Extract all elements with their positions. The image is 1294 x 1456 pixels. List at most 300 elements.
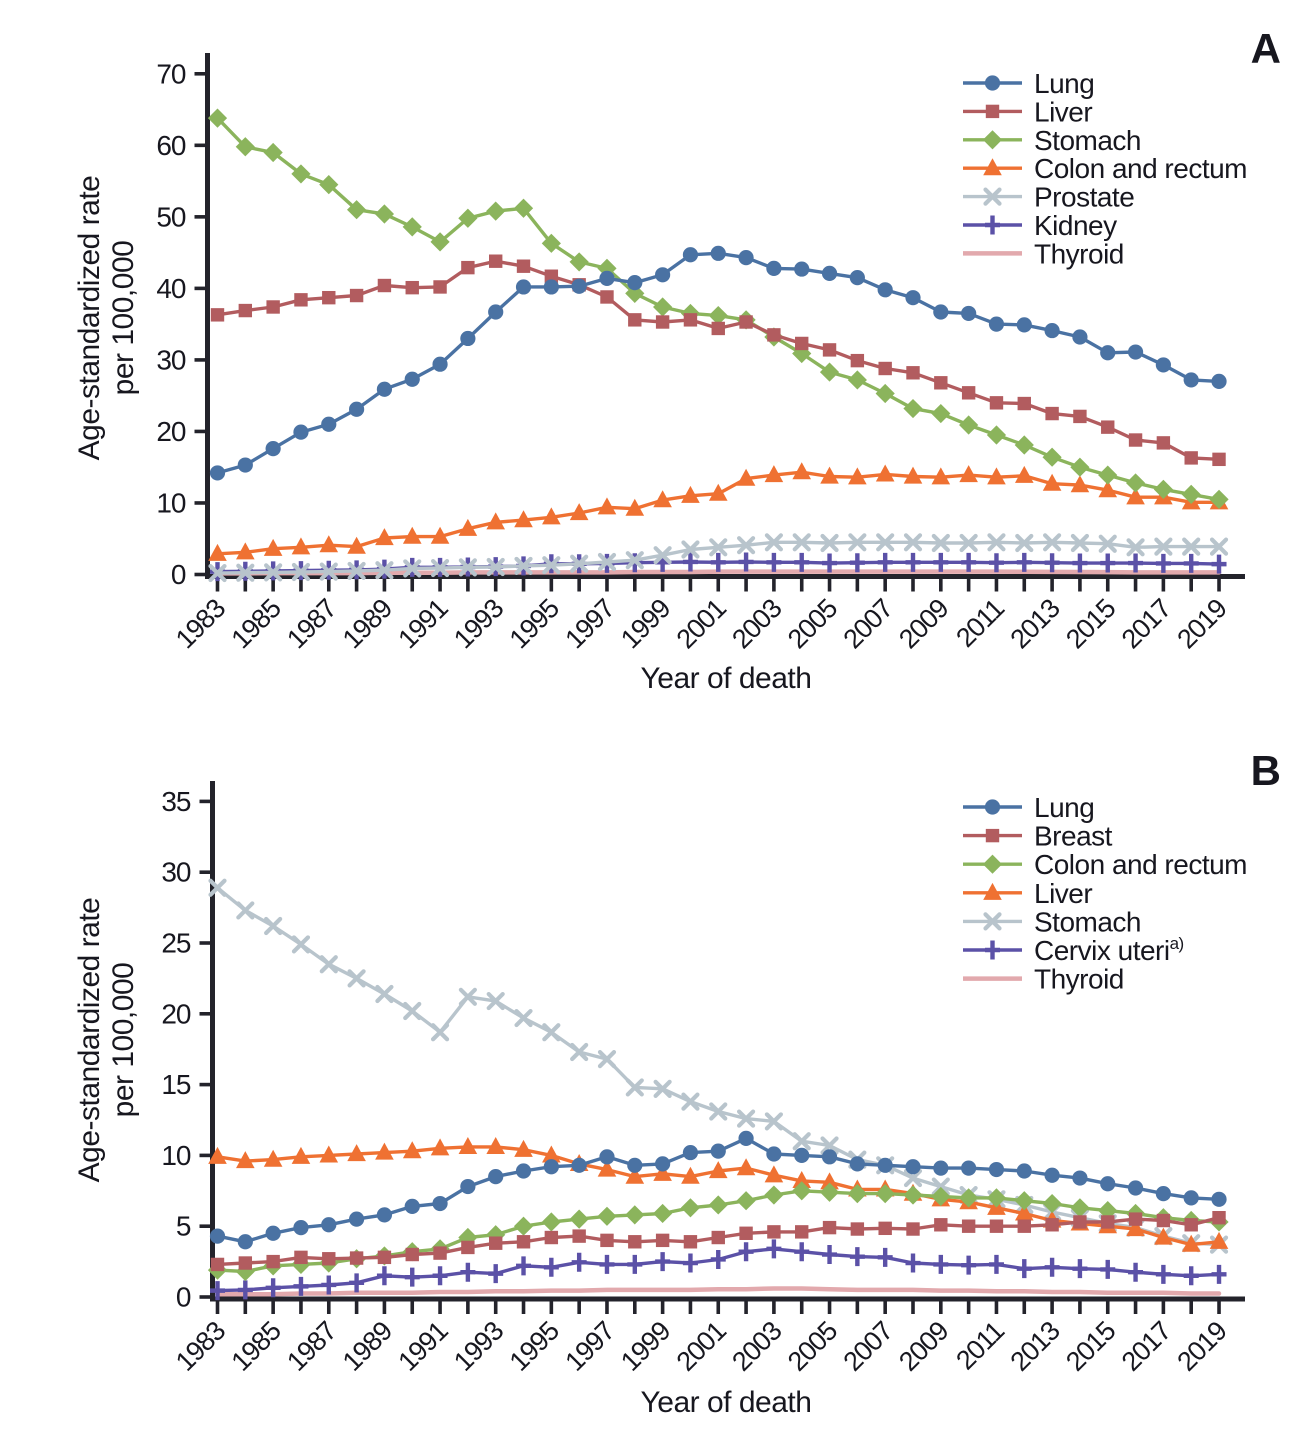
data-point-breast-b <box>990 1220 1003 1233</box>
data-point-colon-and-rectum-a <box>959 465 978 482</box>
data-point-breast-b <box>1101 1215 1114 1228</box>
legend-item-stomach <box>963 125 1141 156</box>
data-point-liver-a <box>906 366 919 379</box>
legend-label-lung: Lung <box>1034 68 1095 99</box>
data-point-colon-and-rectum-b <box>681 1198 700 1217</box>
data-point-kidney-a <box>1017 553 1032 572</box>
legend-item-liver <box>963 96 1092 127</box>
data-point-lung-b <box>432 1196 447 1211</box>
x-tick-label: 1985 <box>225 593 287 655</box>
legend-item-stomach <box>963 906 1141 937</box>
data-point-cervix-uteri-b <box>460 1263 475 1282</box>
x-tick-label: 1993 <box>448 1316 509 1377</box>
data-point-lung-b <box>293 1220 308 1235</box>
x-tick-label: 1999 <box>614 1316 676 1377</box>
x-tick-label: 1983 <box>169 1316 231 1377</box>
series-line-thyroid-b <box>218 1289 1220 1295</box>
y-tick-label: 25 <box>161 927 191 959</box>
data-point-lung-a <box>1184 372 1199 387</box>
panel-letter-b: B <box>1250 747 1281 794</box>
data-point-breast-b <box>294 1251 307 1264</box>
data-point-liver-a <box>600 290 613 303</box>
legend-item-colon-and-rectum <box>963 849 1247 880</box>
data-point-cervix-uteri-b <box>433 1266 448 1285</box>
data-point-liver-b <box>737 1158 756 1175</box>
data-point-cervix-uteri-b <box>878 1248 893 1267</box>
data-point-lung-a <box>210 465 225 480</box>
y-tick-label: 5 <box>175 1210 191 1242</box>
data-point-lung-a <box>1045 323 1060 338</box>
data-point-kidney-a <box>739 552 754 571</box>
data-point-lung-a <box>432 357 447 372</box>
data-point-lung-a <box>377 382 392 397</box>
data-point-lung-a <box>266 441 281 456</box>
legend-label-colon-and-rectum: Colon and rectum <box>1034 153 1248 185</box>
series-line-lung-a <box>218 253 1220 473</box>
data-point-colon-and-rectum-a <box>1015 466 1034 483</box>
data-point-lung-b <box>321 1217 336 1232</box>
panel-letter-a: A <box>1250 25 1281 72</box>
data-point-liver-a <box>211 308 224 321</box>
x-tick-label: 2013 <box>1004 1316 1066 1377</box>
data-point-cervix-uteri-b <box>933 1255 948 1274</box>
data-point-cervix-uteri-b <box>1212 1265 1227 1284</box>
data-point-lung-b <box>349 1212 364 1227</box>
x-tick-label: 1989 <box>336 1316 398 1377</box>
data-point-cervix-uteri-b <box>766 1239 781 1258</box>
data-point-colon-and-rectum-b <box>625 1205 644 1224</box>
data-point-lung-a <box>905 290 920 305</box>
data-point-breast-b <box>934 1218 947 1231</box>
data-point-kidney-a <box>766 553 781 572</box>
data-point-colon-and-rectum-a <box>319 535 338 552</box>
legend-item-lung <box>963 792 1094 823</box>
data-point-lung-a <box>1017 317 1032 332</box>
panel-a <box>73 25 1281 695</box>
data-point-stomach-b <box>238 903 252 917</box>
data-point-breast-b <box>1045 1218 1058 1231</box>
legend-label-thyroid: Thyroid <box>1034 238 1124 270</box>
data-point-liver-a <box>878 362 891 375</box>
data-point-liver-a <box>712 322 725 335</box>
data-point-lung-a <box>794 261 809 276</box>
data-point-lung-b <box>1100 1176 1115 1191</box>
data-point-breast-b <box>906 1222 919 1235</box>
data-point-stomach-a <box>931 404 950 423</box>
data-point-liver-a <box>1185 451 1198 464</box>
data-point-kidney-a <box>878 553 893 572</box>
data-point-lung-b <box>794 1148 809 1163</box>
data-point-cervix-uteri-b <box>1184 1266 1199 1285</box>
x-tick-label: 1987 <box>281 593 343 655</box>
data-point-stomach-a <box>1098 465 1117 484</box>
data-point-breast-b <box>739 1227 752 1240</box>
data-point-breast-b <box>545 1231 558 1244</box>
data-point-breast-b <box>489 1236 502 1249</box>
data-point-kidney-a <box>933 553 948 572</box>
data-point-lung-b <box>878 1158 893 1173</box>
data-point-breast-b <box>433 1246 446 1259</box>
legend-item-breast <box>963 821 1113 852</box>
data-point-lung-b <box>1211 1192 1226 1207</box>
y-tick-label: 15 <box>161 1069 191 1101</box>
data-point-lung-a <box>933 304 948 319</box>
legend-item-colon-and-rectum <box>963 153 1247 184</box>
data-point-cervix-uteri-b <box>961 1256 976 1275</box>
data-point-breast-b <box>962 1220 975 1233</box>
x-tick-label: 2007 <box>837 1316 899 1377</box>
data-point-lung-b <box>460 1179 475 1194</box>
data-point-lung-a <box>321 417 336 432</box>
data-point-lung-a <box>1100 345 1115 360</box>
data-point-colon-and-rectum-b <box>542 1212 561 1231</box>
x-tick-label: 2019 <box>1171 593 1233 655</box>
data-point-stomach-b <box>377 987 391 1001</box>
data-point-stomach-a <box>653 297 672 316</box>
panel-a-ylabel-line2: per 100,000 <box>107 240 140 396</box>
data-point-cervix-uteri-b <box>1072 1259 1087 1278</box>
x-tick-label: 2005 <box>781 593 843 655</box>
data-point-liver-a <box>1045 407 1058 420</box>
legend-label-liver: Liver <box>1034 877 1093 909</box>
data-point-colon-and-rectum-b <box>709 1195 728 1214</box>
data-point-colon-and-rectum-a <box>598 497 617 514</box>
data-point-cervix-uteri-b <box>627 1255 642 1274</box>
panel-b-legend <box>963 792 1247 995</box>
data-point-breast-b <box>266 1255 279 1268</box>
legend-marker-cervix-uteri-icon <box>985 941 1000 960</box>
data-point-breast-b <box>656 1234 669 1247</box>
data-point-breast-b <box>517 1235 530 1248</box>
data-point-cervix-uteri-b <box>655 1252 670 1271</box>
data-point-stomach-b <box>350 971 364 985</box>
legend-marker-liver-icon <box>986 105 999 118</box>
data-point-lung-a <box>488 304 503 319</box>
x-tick-label: 2003 <box>726 1316 788 1377</box>
y-tick-label: 0 <box>175 1281 191 1313</box>
data-point-stomach-a <box>375 204 394 223</box>
data-point-breast-b <box>378 1251 391 1264</box>
x-tick-label: 1991 <box>392 1316 454 1377</box>
series-lung-a <box>210 246 1227 481</box>
data-point-lung-b <box>266 1226 281 1241</box>
legend-marker-lung-icon <box>985 799 1000 814</box>
data-point-cervix-uteri-b <box>1045 1258 1060 1277</box>
data-point-lung-b <box>1128 1180 1143 1195</box>
data-point-liver-a <box>962 386 975 399</box>
data-point-breast-b <box>628 1235 641 1248</box>
data-point-colon-and-rectum-b <box>903 1185 922 1204</box>
data-point-stomach-a <box>570 252 589 271</box>
data-point-lung-a <box>1072 329 1087 344</box>
data-point-cervix-uteri-b <box>739 1242 754 1261</box>
data-point-cervix-uteri-b <box>488 1264 503 1283</box>
data-point-cervix-uteri-b <box>1128 1263 1143 1282</box>
data-point-liver-a <box>656 315 669 328</box>
data-point-liver-a <box>322 291 335 304</box>
legend-label-liver: Liver <box>1034 96 1093 128</box>
data-point-breast-b <box>572 1229 585 1242</box>
data-point-kidney-a <box>1045 553 1060 572</box>
data-point-liver-a <box>239 304 252 317</box>
data-point-liver-a <box>1212 453 1225 466</box>
x-tick-label: 1995 <box>503 1316 565 1377</box>
data-point-liver-a <box>433 280 446 293</box>
series-line-liver-a <box>218 261 1220 459</box>
data-point-kidney-a <box>906 553 921 572</box>
data-point-cervix-uteri-b <box>850 1247 865 1266</box>
data-point-stomach-b <box>517 1011 531 1025</box>
x-tick-label: 2009 <box>893 593 955 655</box>
panel-b-xlabel: Year of death <box>640 1386 812 1419</box>
x-tick-label: 1989 <box>336 593 398 655</box>
x-tick-label: 2015 <box>1060 593 1121 655</box>
legend-item-liver <box>963 878 1092 909</box>
data-point-stomach-a <box>959 415 978 434</box>
data-point-kidney-a <box>961 553 976 572</box>
legend-label-stomach: Stomach <box>1034 124 1141 156</box>
data-point-stomach-b <box>433 1025 447 1039</box>
data-point-stomach-a <box>1070 458 1089 477</box>
y-tick-label: 20 <box>161 998 191 1030</box>
data-point-lung-a <box>766 261 781 276</box>
series-markers-liver-a <box>211 254 1226 466</box>
data-point-lung-b <box>961 1161 976 1176</box>
data-point-cervix-uteri-b <box>1156 1265 1171 1284</box>
x-tick-label: 2005 <box>781 1316 843 1377</box>
data-point-liver-a <box>406 281 419 294</box>
data-point-lung-b <box>933 1161 948 1176</box>
legend-label-prostate: Prostate <box>1034 181 1135 213</box>
data-point-lung-b <box>572 1158 587 1173</box>
data-point-kidney-a <box>1128 554 1143 573</box>
data-point-lung-b <box>488 1169 503 1184</box>
data-point-cervix-uteri-b <box>989 1255 1004 1274</box>
data-point-kidney-a <box>711 553 726 572</box>
legend-item-prostate <box>963 182 1134 213</box>
data-point-lung-b <box>711 1144 726 1159</box>
data-point-cervix-uteri-b <box>906 1254 921 1273</box>
data-point-lung-b <box>544 1159 559 1174</box>
series-thyroid-b <box>218 1289 1220 1295</box>
x-tick-label: 2019 <box>1171 1316 1233 1377</box>
data-point-cervix-uteri-b <box>711 1250 726 1269</box>
data-point-lung-a <box>572 279 587 294</box>
x-tick-label: 1997 <box>559 593 621 655</box>
data-point-cervix-uteri-b <box>822 1245 837 1264</box>
data-point-colon-and-rectum-a <box>792 462 811 479</box>
data-point-stomach-a <box>848 370 867 389</box>
data-point-breast-b <box>823 1221 836 1234</box>
data-point-lung-a <box>1211 374 1226 389</box>
data-point-kidney-a <box>1184 554 1199 573</box>
data-point-cervix-uteri-b <box>349 1273 364 1292</box>
data-point-lung-a <box>627 275 642 290</box>
data-point-liver-a <box>489 254 502 267</box>
data-point-lung-a <box>738 250 753 265</box>
legend-item-cervix-uteri <box>963 934 1184 966</box>
data-point-stomach-b <box>322 957 336 971</box>
data-point-colon-and-rectum-b <box>764 1185 783 1204</box>
x-tick-label: 2011 <box>950 593 1010 653</box>
data-point-stomach-a <box>820 362 839 381</box>
data-point-liver-a <box>990 396 1003 409</box>
legend-label-colon-and-rectum: Colon and rectum <box>1034 849 1248 881</box>
data-point-lung-b <box>766 1146 781 1161</box>
data-point-lung-b <box>516 1163 531 1178</box>
data-point-lung-a <box>850 270 865 285</box>
data-point-liver-a <box>934 376 947 389</box>
data-point-lung-a <box>405 372 420 387</box>
x-tick-label: 2013 <box>1004 593 1066 655</box>
data-point-stomach-a <box>987 425 1006 444</box>
x-tick-label: 2001 <box>670 1316 732 1377</box>
data-point-lung-b <box>683 1145 698 1160</box>
data-point-lung-a <box>989 317 1004 332</box>
data-point-lung-b <box>238 1234 253 1249</box>
panel-b-ylabel-line2: per 100,000 <box>107 962 140 1118</box>
x-tick-label: 2017 <box>1115 1316 1177 1377</box>
data-point-colon-and-rectum-a <box>876 464 895 481</box>
data-point-lung-a <box>238 457 253 472</box>
panel-b <box>73 747 1281 1419</box>
data-point-lung-a <box>683 247 698 262</box>
panel-a-ylabel-line1: Age-standardized rate <box>73 175 106 461</box>
data-point-lung-b <box>627 1158 642 1173</box>
data-point-cervix-uteri-b <box>683 1254 698 1273</box>
data-point-lung-b <box>210 1229 225 1244</box>
data-point-lung-b <box>1184 1190 1199 1205</box>
data-point-lung-a <box>460 331 475 346</box>
x-tick-label: 1983 <box>169 593 231 655</box>
data-point-breast-b <box>350 1251 363 1264</box>
legend-label-kidney: Kidney <box>1034 210 1117 241</box>
y-tick-label: 35 <box>161 785 191 817</box>
y-tick-label: 10 <box>156 487 186 519</box>
data-point-cervix-uteri-b <box>794 1242 809 1261</box>
x-tick-label: 1995 <box>503 593 565 655</box>
y-tick-label: 50 <box>156 201 186 233</box>
data-point-stomach-a <box>403 217 422 236</box>
data-point-breast-b <box>795 1225 808 1238</box>
data-point-lung-b <box>1156 1186 1171 1201</box>
data-point-cervix-uteri-b <box>377 1266 392 1285</box>
data-point-colon-and-rectum-b <box>514 1217 533 1236</box>
data-point-liver-a <box>739 315 752 328</box>
legend-item-thyroid <box>963 964 1124 995</box>
data-point-lung-a <box>711 246 726 261</box>
data-point-stomach-b <box>294 937 308 951</box>
data-point-breast-b <box>239 1256 252 1269</box>
data-point-lung-b <box>738 1131 753 1146</box>
data-point-liver-a <box>378 279 391 292</box>
data-point-liver-a <box>767 328 780 341</box>
data-point-liver-a <box>1018 397 1031 410</box>
data-point-lung-a <box>1128 344 1143 359</box>
y-tick-label: 60 <box>156 129 186 161</box>
data-point-lung-b <box>822 1149 837 1164</box>
data-point-breast-b <box>600 1234 613 1247</box>
legend-label-breast: Breast <box>1034 820 1112 852</box>
data-point-lung-a <box>293 425 308 440</box>
data-point-lung-b <box>655 1156 670 1171</box>
data-point-lung-a <box>599 271 614 286</box>
data-point-kidney-a <box>1100 554 1115 573</box>
legend-label-cervix-uteri: Cervix uteri$^{a)}$ <box>1034 934 1184 966</box>
data-point-breast-b <box>1185 1218 1198 1231</box>
data-point-lung-a <box>349 402 364 417</box>
y-tick-label: 70 <box>156 58 186 90</box>
x-tick-label: 2009 <box>893 1316 955 1377</box>
x-tick-label: 1993 <box>448 593 509 655</box>
data-point-stomach-a <box>903 399 922 418</box>
legend-marker-kidney-icon <box>985 216 1000 235</box>
legend-item-kidney <box>963 210 1117 241</box>
y-tick-label: 0 <box>170 559 186 590</box>
x-tick-label: 2015 <box>1060 1316 1121 1377</box>
data-point-stomach-b <box>266 919 280 933</box>
data-point-cervix-uteri-b <box>1017 1259 1032 1278</box>
y-tick-label: 10 <box>161 1139 191 1171</box>
data-point-cervix-uteri-b <box>516 1256 531 1275</box>
data-point-lung-a <box>516 279 531 294</box>
data-point-lung-a <box>961 306 976 321</box>
data-point-lung-a <box>822 266 837 281</box>
data-point-colon-and-rectum-b <box>570 1210 589 1229</box>
data-point-liver-a <box>823 343 836 356</box>
data-point-breast-b <box>851 1222 864 1235</box>
data-point-breast-b <box>684 1235 697 1248</box>
x-tick-label: 1999 <box>614 593 676 655</box>
data-point-breast-b <box>1073 1215 1086 1228</box>
data-point-colon-and-rectum-b <box>597 1207 616 1226</box>
data-point-lung-a <box>655 267 670 282</box>
legend-marker-lung-icon <box>985 75 1000 90</box>
series-markers-lung-a <box>210 246 1227 481</box>
x-tick-label: 2007 <box>837 593 899 655</box>
data-point-lung-b <box>1017 1163 1032 1178</box>
data-point-breast-b <box>767 1225 780 1238</box>
data-point-breast-b <box>878 1222 891 1235</box>
data-point-lung-a <box>1156 357 1171 372</box>
panel-a-legend <box>963 68 1247 269</box>
x-tick-label: 2017 <box>1115 593 1177 655</box>
data-point-lung-b <box>405 1199 420 1214</box>
data-point-liver-a <box>517 260 530 273</box>
legend-label-lung: Lung <box>1034 792 1095 823</box>
data-point-stomach-a <box>1126 473 1145 492</box>
data-point-kidney-a <box>1072 554 1087 573</box>
data-point-lung-a <box>544 279 559 294</box>
data-point-colon-and-rectum-b <box>653 1204 672 1223</box>
data-point-liver-a <box>461 261 474 274</box>
data-point-stomach-a <box>1043 448 1062 467</box>
data-point-cervix-uteri-b <box>572 1253 587 1272</box>
series-liver-a <box>211 254 1226 466</box>
x-tick-label: 1987 <box>281 1316 343 1377</box>
data-point-lung-b <box>599 1149 614 1164</box>
data-point-stomach-b <box>405 1004 419 1018</box>
data-point-lung-b <box>377 1207 392 1222</box>
panel-b-ylabel-line1: Age-standardized rate <box>73 897 106 1183</box>
data-point-colon-and-rectum-a <box>709 484 728 501</box>
data-point-breast-b <box>1018 1220 1031 1233</box>
x-tick-label: 1997 <box>559 1316 621 1377</box>
data-point-lung-a <box>878 282 893 297</box>
x-tick-label: 2003 <box>726 593 788 655</box>
data-point-breast-b <box>1212 1211 1225 1224</box>
data-point-kidney-a <box>850 553 865 572</box>
